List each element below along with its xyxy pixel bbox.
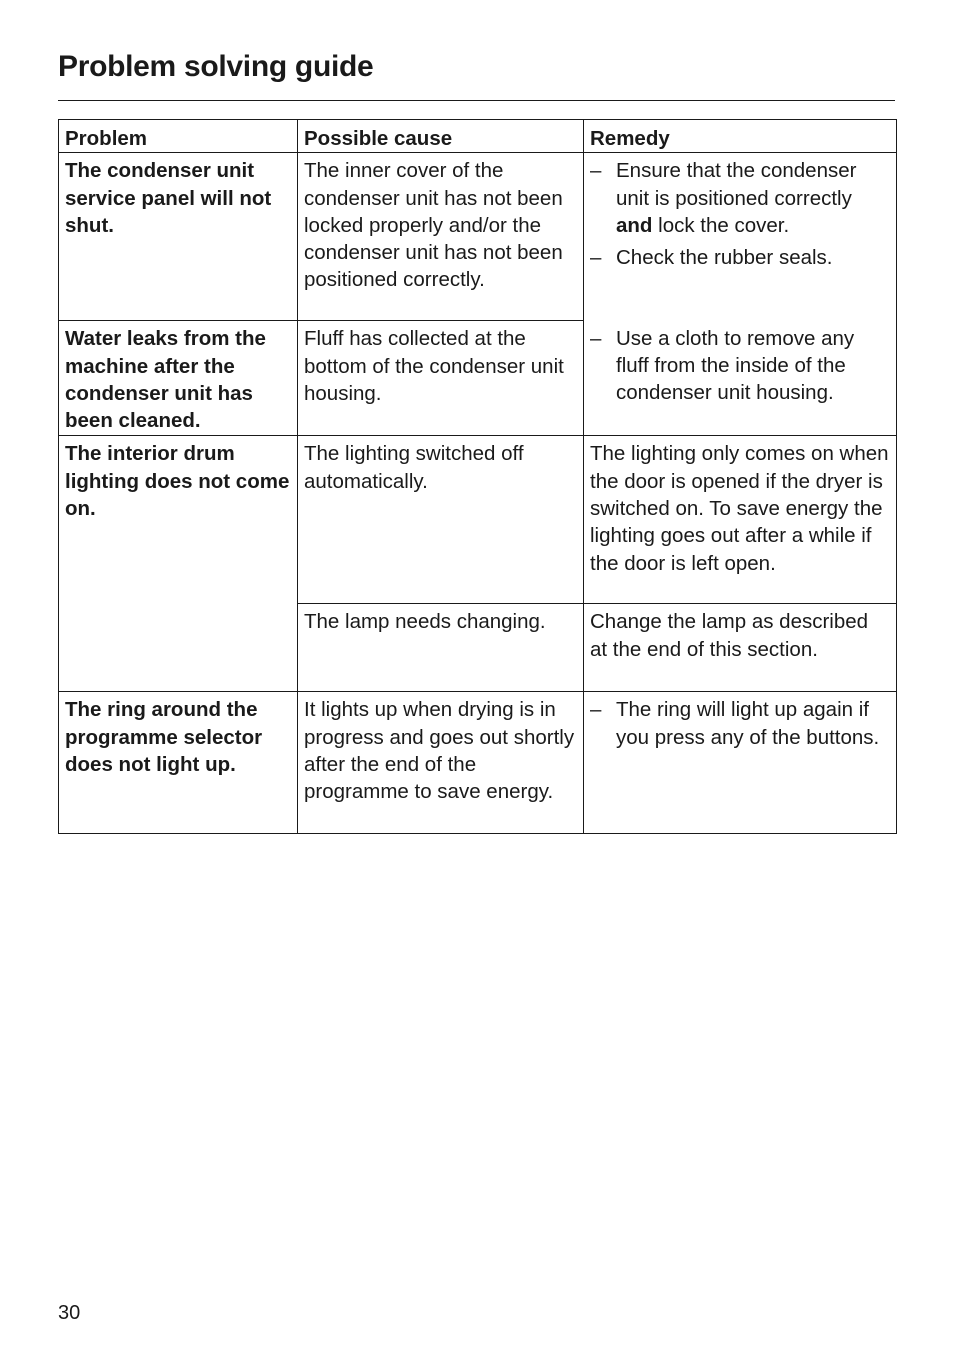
remedy-list: [590, 157, 890, 271]
dash-bullet: –: [590, 246, 602, 270]
dash-bullet: –: [590, 326, 602, 350]
problem-cell: The condenser unit service panel will not shut.: [59, 153, 298, 321]
remedy-list-item: – Check the rubber seals.: [590, 244, 890, 271]
problem-solving-table: [58, 119, 897, 834]
cause-cell: Fluff has collected at the bottom of the condenser unit housing.: [298, 321, 584, 436]
remedy-list: [590, 325, 890, 407]
header-possible-cause: Possible cause: [298, 120, 584, 153]
dash-bullet: –: [590, 159, 602, 183]
header-problem: Problem: [59, 120, 298, 153]
cause-cell: The inner cover of the condenser unit has not been locked properly and/or the condenser unit has not been positioned correctly.: [298, 153, 584, 321]
cause-cell: It lights up when drying is in progress and goes out shortly after the end of the programme to save energy.: [298, 692, 584, 834]
remedy-cell: [584, 692, 897, 834]
problem-cell: The ring around the programme selector does not light up.: [59, 692, 298, 834]
table-row: [59, 321, 897, 436]
problem-cell: The interior drum lighting does not come on.: [59, 436, 298, 692]
remedy-list: [590, 696, 890, 751]
table-row: [59, 153, 897, 321]
remedy-cell: [584, 153, 897, 321]
remedy-list-item: – Ensure that the condenser unit is positioned correctly and lock the cover.: [590, 159, 857, 237]
table-header-row: [59, 120, 897, 153]
remedy-cell: [584, 321, 897, 436]
cause-cell: The lighting switched off automatically.: [298, 436, 584, 604]
problem-cell: Water leaks from the machine after the condenser unit has been cleaned.: [59, 321, 298, 436]
cause-cell: The lamp needs changing.: [298, 604, 584, 692]
page-title: Problem solving guide: [58, 50, 374, 83]
dash-bullet: –: [590, 698, 602, 722]
remedy-list-item: – Use a cloth to remove any fluff from the inside of the condenser unit housing.: [590, 326, 855, 405]
title-divider: [58, 100, 895, 101]
page-number: 30: [58, 1302, 81, 1324]
remedy-list-item: – The ring will light up again if you press any of the buttons.: [590, 698, 880, 749]
remedy-cell: The lighting only comes on when the door is opened if the dryer is switched on. To save energy the lighting goes out after a while if the door is left open.: [584, 436, 897, 604]
header-remedy: Remedy: [584, 120, 897, 153]
table-row: [59, 436, 897, 604]
table-row: [59, 692, 897, 834]
emphasis-text: and: [616, 213, 653, 237]
remedy-cell: Change the lamp as described at the end of this section.: [584, 604, 897, 692]
